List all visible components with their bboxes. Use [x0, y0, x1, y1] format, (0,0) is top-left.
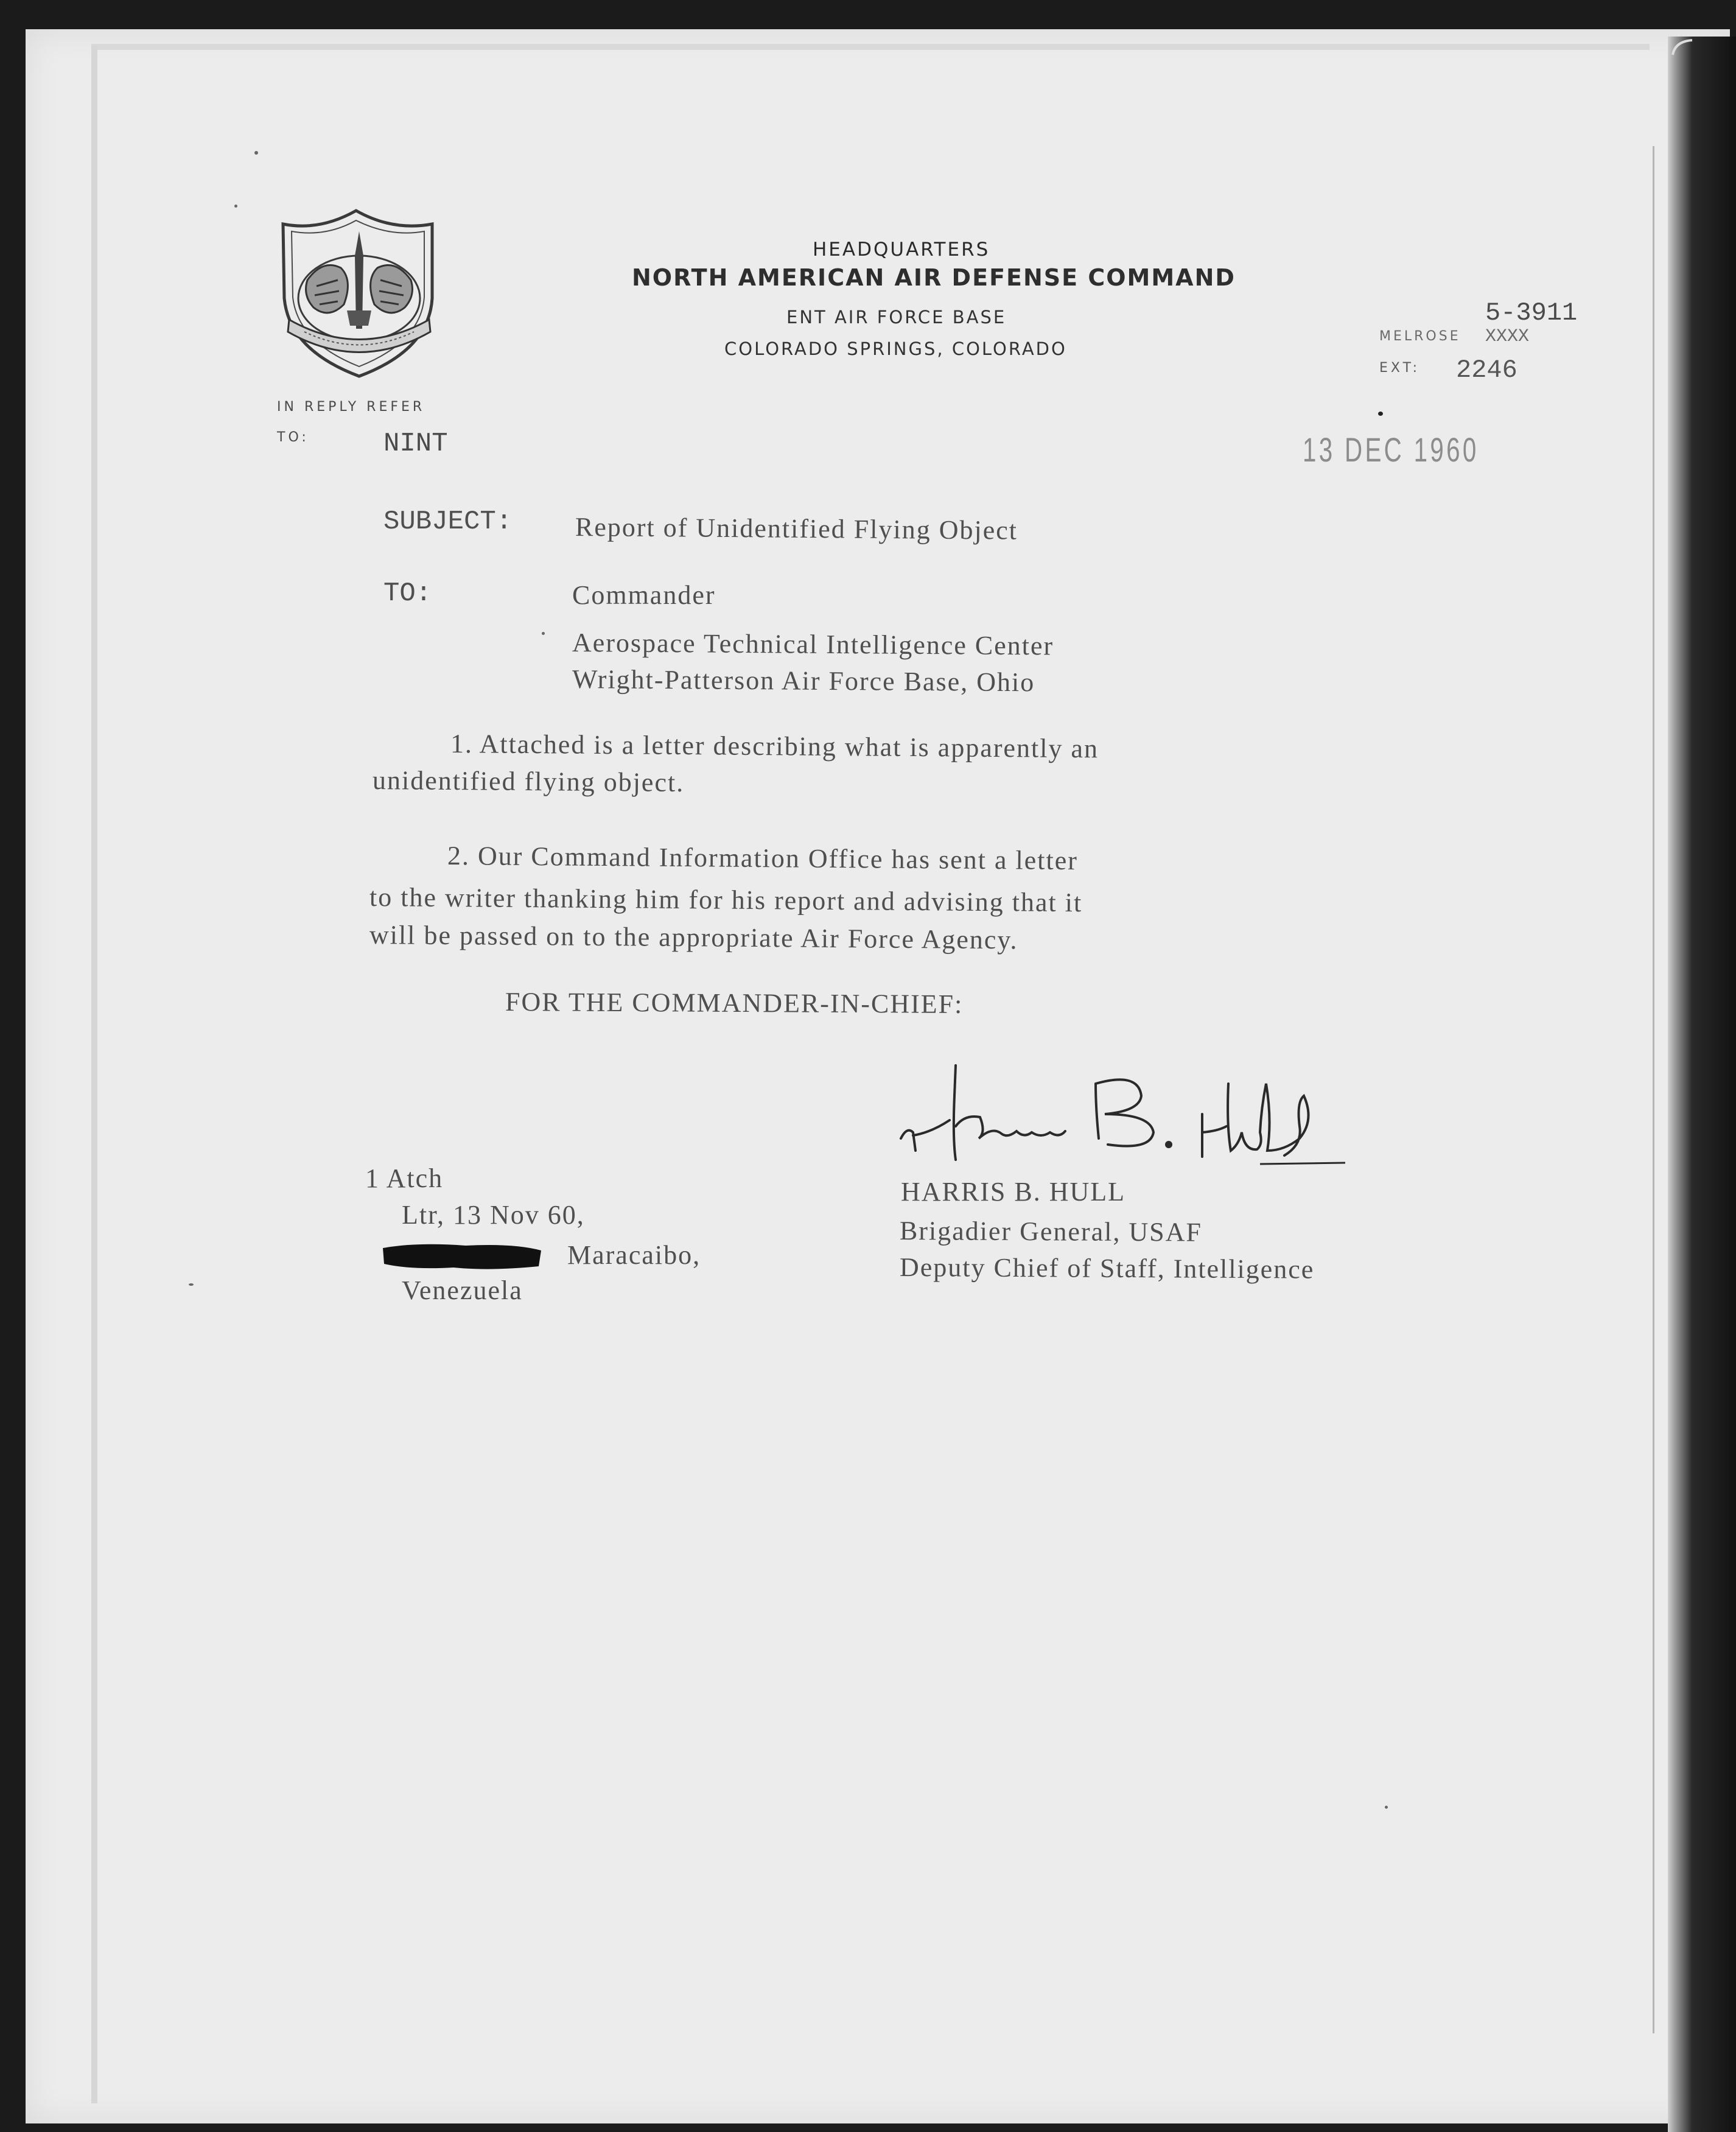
attachment-line: Maracaibo,: [567, 1240, 701, 1270]
addressee-line: Commander: [572, 580, 716, 610]
scan-border-left: [91, 46, 97, 2103]
date-stamp: 13 DEC 1960: [1303, 430, 1479, 469]
letterhead-headquarters: HEADQUARTERS: [813, 239, 990, 261]
scan-speck: [1385, 1806, 1388, 1809]
redaction-mark: [380, 1242, 544, 1271]
signer-title: Deputy Chief of Staff, Intelligence: [899, 1252, 1315, 1285]
attachment-line: 1 Atch: [365, 1163, 444, 1193]
addressee-line: Wright-Patterson Air Force Base, Ohio: [572, 664, 1035, 698]
subject-label: SUBJECT:: [383, 507, 513, 537]
scan-speck: [542, 632, 545, 635]
phone-ext: 2246: [1456, 356, 1517, 385]
attachment-line: Venezuela: [402, 1275, 523, 1305]
reply-refer-label: IN REPLY REFER: [277, 399, 425, 415]
scan-speck: [1378, 412, 1383, 416]
office-symbol: NINT: [383, 429, 448, 459]
scan-border-top: [91, 44, 1650, 50]
norad-seal-icon: [271, 207, 447, 384]
handwritten-signature: [895, 1047, 1357, 1181]
scan-rule-right: [1653, 146, 1654, 2033]
closing-line: FOR THE COMMANDER-IN-CHIEF:: [505, 987, 964, 1019]
phone-number: 5-3911: [1485, 298, 1578, 328]
reply-to-label: TO:: [277, 430, 309, 445]
paragraph-2-line: will be passed on to the appropriate Air Force Agency.: [369, 920, 1018, 955]
letterhead-location: COLORADO SPRINGS, COLORADO: [724, 338, 1067, 359]
attachment-line: Ltr, 13 Nov 60,: [402, 1200, 585, 1230]
phone-exchange-label: MELROSE: [1379, 329, 1461, 344]
paragraph-1-line: 1. Attached is a letter describing what is apparently an: [450, 729, 1099, 764]
scan-speck: [254, 151, 258, 155]
scan-speck: [189, 1283, 194, 1286]
addressee-label: TO:: [383, 578, 432, 609]
signer-name: HARRIS B. HULL: [901, 1177, 1126, 1207]
letterhead-base: ENT AIR FORCE BASE: [786, 307, 1007, 328]
phone-struck-text: XXXX: [1485, 326, 1530, 347]
paragraph-1-line: unidentified flying object.: [372, 765, 685, 798]
corner-mark: [1668, 37, 1704, 61]
letterhead-organization: NORTH AMERICAN AIR DEFENSE COMMAND: [632, 264, 1236, 291]
addressee-line: Aerospace Technical Intelligence Center: [572, 628, 1054, 661]
scan-shadow-right: [1668, 37, 1736, 2132]
paragraph-2-line: to the writer thanking him for his report and advising that it: [369, 882, 1083, 918]
scan-speck: [234, 205, 237, 208]
signer-rank: Brigadier General, USAF: [899, 1216, 1203, 1247]
phone-ext-label: EXT:: [1379, 360, 1421, 376]
subject-text: Report of Unidentified Flying Object: [575, 512, 1018, 545]
paragraph-2-line: 2. Our Command Information Office has sent a letter: [447, 841, 1079, 876]
